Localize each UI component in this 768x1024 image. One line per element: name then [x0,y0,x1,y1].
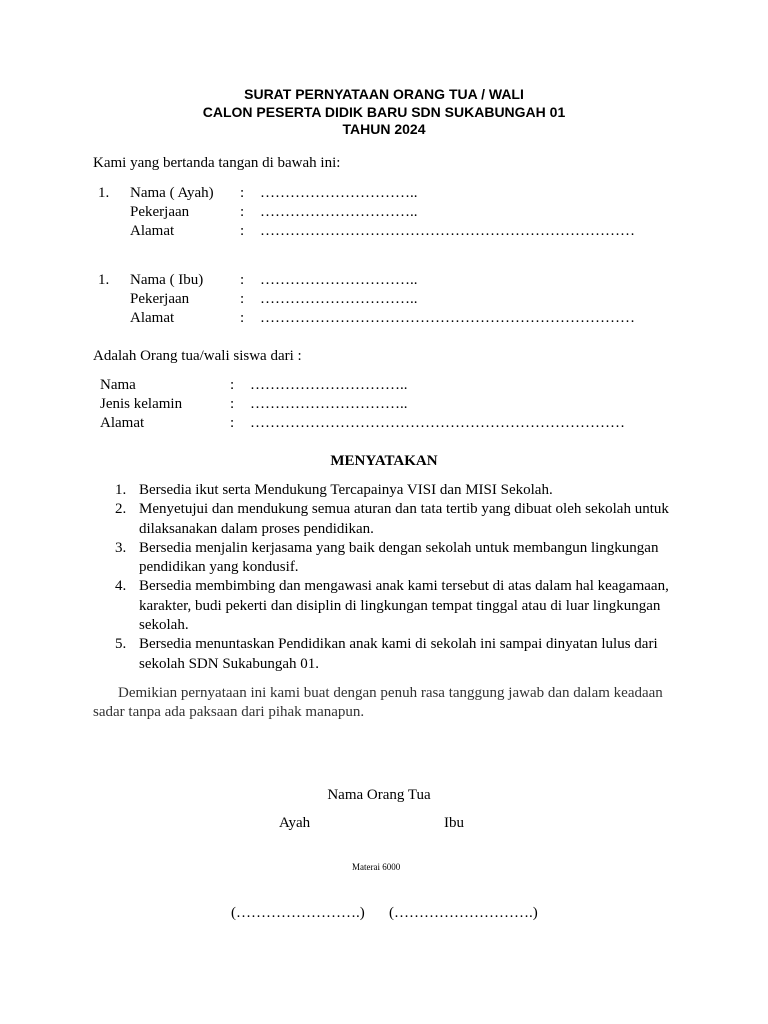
colon: : [240,272,245,288]
father-job-blank[interactable]: ………………………….. [260,204,418,220]
father-job-label: Pekerjaan [130,204,190,220]
statement-text: Bersedia ikut serta Mendukung Tercapainya VISI dan MISI Sekolah. [139,482,553,498]
colon: : [230,396,235,412]
child-intro-text: Adalah Orang tua/wali siswa dari : [93,348,302,364]
mother-job-label: Pekerjaan [130,291,190,307]
mother-name-label: Nama ( Ibu) [130,272,204,288]
statement-number: 1. [115,482,127,498]
mother-job-blank[interactable]: ………………………….. [260,291,418,307]
closing-text: Demikian pernyataan ini kami buat dengan penuh rasa tanggung jawab dan dalam keadaan sadar tanpa ada paksaan dari pihak manapun. [93,685,663,720]
closing-paragraph [93,684,693,722]
document-title-line-3: TAHUN 2024 [342,121,426,137]
document-title-line-1: SURAT PERNYATAAN ORANG TUA / WALI [244,86,524,102]
child-address-label: Alamat [100,415,145,431]
mother-signature-label: Ibu [444,815,464,831]
father-signature-label: Ayah [279,815,311,831]
list-item [115,539,685,578]
child-gender-label: Jenis kelamin [100,396,183,412]
statement-number: 3. [115,539,127,556]
mother-name-blank[interactable]: ………………………….. [260,272,418,288]
colon: : [230,415,235,431]
statement-number: 5. [115,636,127,653]
child-address-blank[interactable]: ………………………………………………………………… [250,415,625,431]
colon: : [240,223,245,239]
colon: : [240,291,245,307]
child-name-label: Nama [100,377,136,393]
father-number: 1. [98,185,110,201]
statement-text: Bersedia menjalin kerjasama yang baik dengan sekolah untuk membangun lingkungan pendidikan yang kondusif. [139,539,659,576]
father-address-blank[interactable]: ………………………………………………………………… [260,223,635,239]
list-item [115,635,685,674]
list-item [115,577,685,635]
child-name-blank[interactable]: ………………………….. [250,377,408,393]
document-title-line-2: CALON PESERTA DIDIK BARU SDN SUKABUNGAH 01 [202,104,566,120]
mother-signature-line[interactable]: (……………………….) [389,905,538,921]
colon: : [240,310,245,326]
colon: : [240,204,245,220]
stamp-note: Materai 6000 [352,862,401,872]
colon: : [230,377,235,393]
statement-number: 4. [115,578,127,595]
statement-text: Bersedia menuntaskan Pendidikan anak kami di sekolah ini sampai dinyatan lulus dari sekolah SDN Sukabungah 01. [139,636,658,672]
list-item [115,500,685,539]
signature-title: Nama Orang Tua [327,787,431,803]
statement-text: Bersedia membimbing dan mengawasi anak kami tersebut di atas dalam hal keagamaan, karakter, budi pekerti dan disiplin di lingkungan tempat tinggal atau di luar lingkungan sekolah. [139,578,669,634]
list-item [115,481,685,500]
colon: : [240,185,245,201]
mother-address-blank[interactable]: ………………………………………………………………… [260,310,635,326]
mother-address-label: Alamat [130,310,175,326]
father-name-label: Nama ( Ayah) [130,185,214,201]
father-address-label: Alamat [130,223,175,239]
father-name-blank[interactable]: ………………………….. [260,185,418,201]
father-signature-line[interactable]: (…………………….) [231,905,365,921]
statement-number: 2. [115,501,127,518]
statement-list [115,481,685,674]
child-gender-blank[interactable]: ………………………….. [250,396,408,412]
statement-heading: MENYATAKAN [330,453,438,469]
statement-text: Menyetujui dan mendukung semua aturan dan tata tertib yang dibuat oleh sekolah untuk dilaksanakan dalam proses pendidikan. [139,501,669,537]
intro-text: Kami yang bertanda tangan di bawah ini: [93,155,341,171]
mother-number: 1. [98,272,110,288]
